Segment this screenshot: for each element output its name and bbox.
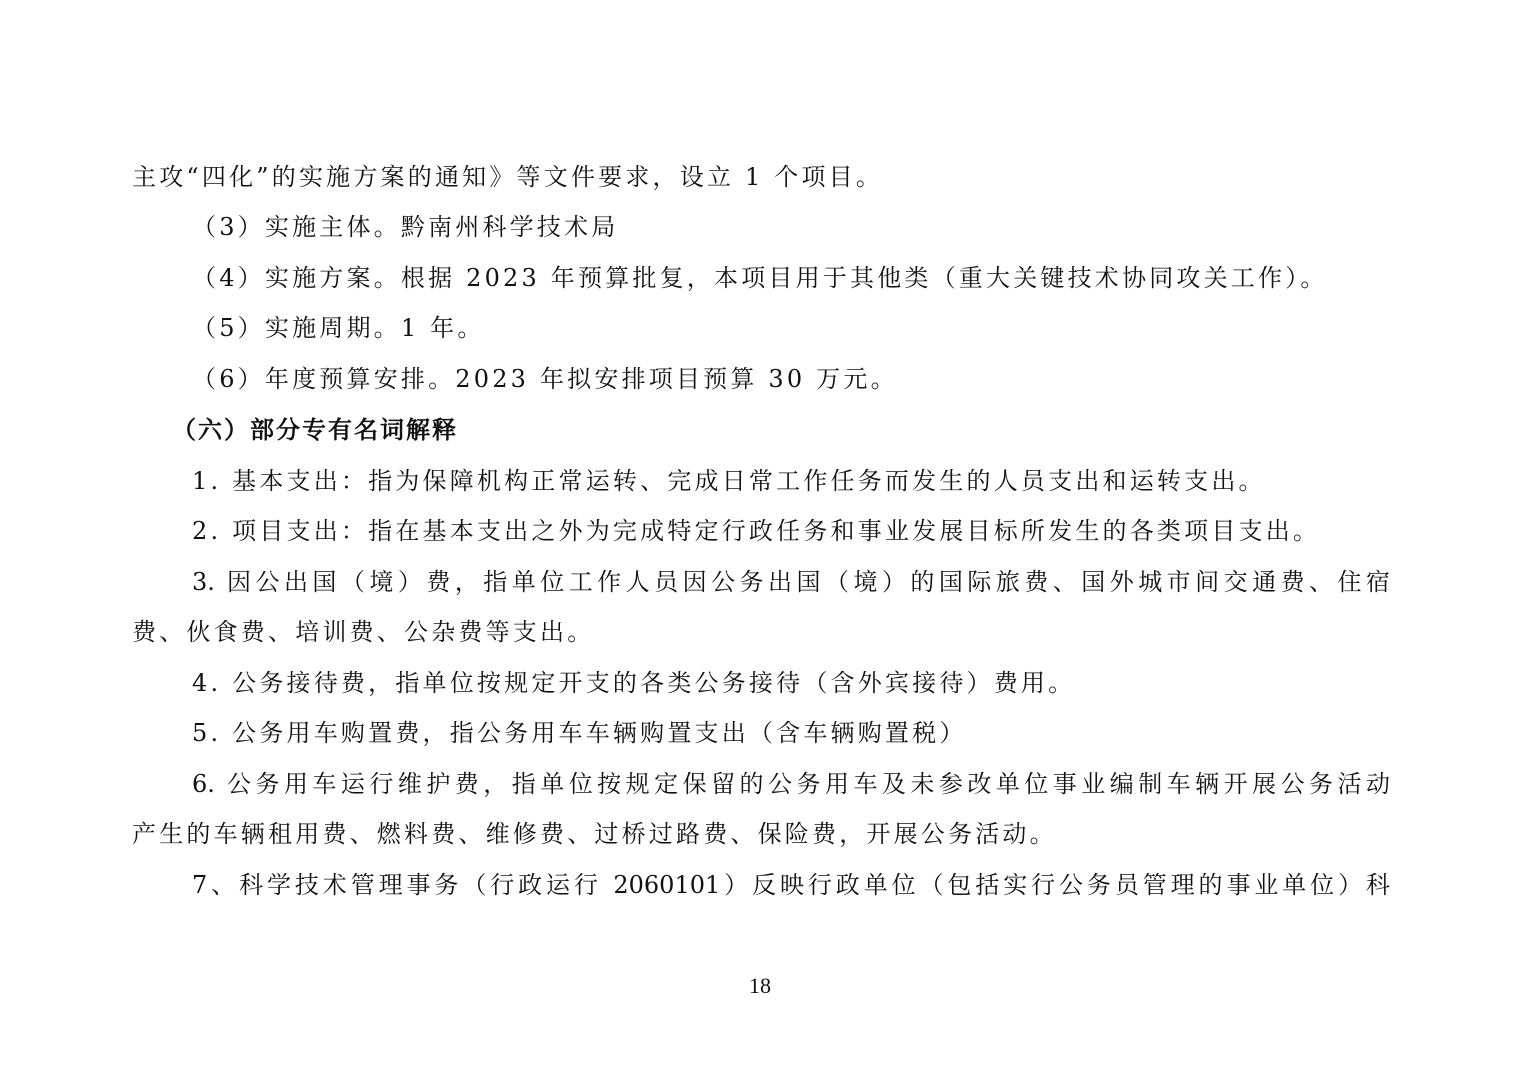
- body-text-line: （4）实施方案。根据 2023 年预算批复，本项目用于其他类（重大关键技术协同攻关工作）。: [192, 264, 1328, 292]
- body-text-line: 5. 公务用车购置费，指公务用车车辆购置支出（含车辆购置税）: [192, 719, 967, 747]
- body-text-line: 2. 项目支出：指在基本支出之外为完成特定行政任务和事业发展目标所发生的各类项目支出。: [192, 517, 1321, 545]
- body-text-line: 6. 公务用车运行维护费，指单位按规定保留的公务用车及未参改单位事业编制车辆开展公务活动: [192, 770, 1390, 798]
- body-text-line: 费、伙食费、培训费、公杂费等支出。: [132, 618, 595, 646]
- body-text-line: 3. 因公出国（境）费，指单位工作人员因公务出国（境）的国际旅费、国外城市间交通费、住宿: [192, 568, 1390, 596]
- body-text-line: （6）年度预算安排。2023 年拟安排项目预算 30 万元。: [192, 365, 898, 393]
- page-number: 18: [749, 973, 771, 998]
- body-text-line: 7、科学技术管理事务（行政运行 2060101）反映行政单位（包括实行公务员管理的事业单位）科: [192, 871, 1390, 899]
- body-text-line: 主攻“四化”的实施方案的通知》等文件要求，设立 1 个项目。: [132, 163, 884, 191]
- body-text-line: （5）实施周期。1 年。: [192, 314, 485, 342]
- body-text-line: 产生的车辆租用费、燃料费、维修费、过桥过路费、保险费，开展公务活动。: [132, 820, 1057, 848]
- body-text-line: （3）实施主体。黔南州科学技术局: [192, 213, 619, 241]
- body-text-line: 4. 公务接待费，指单位按规定开支的各类公务接待（含外宾接待）费用。: [192, 669, 1076, 697]
- section-heading: （六）部分专有名词解释: [172, 415, 458, 444]
- body-text-line: 1. 基本支出：指为保障机构正常运转、完成日常工作任务而发生的人员支出和运转支出。: [192, 467, 1266, 495]
